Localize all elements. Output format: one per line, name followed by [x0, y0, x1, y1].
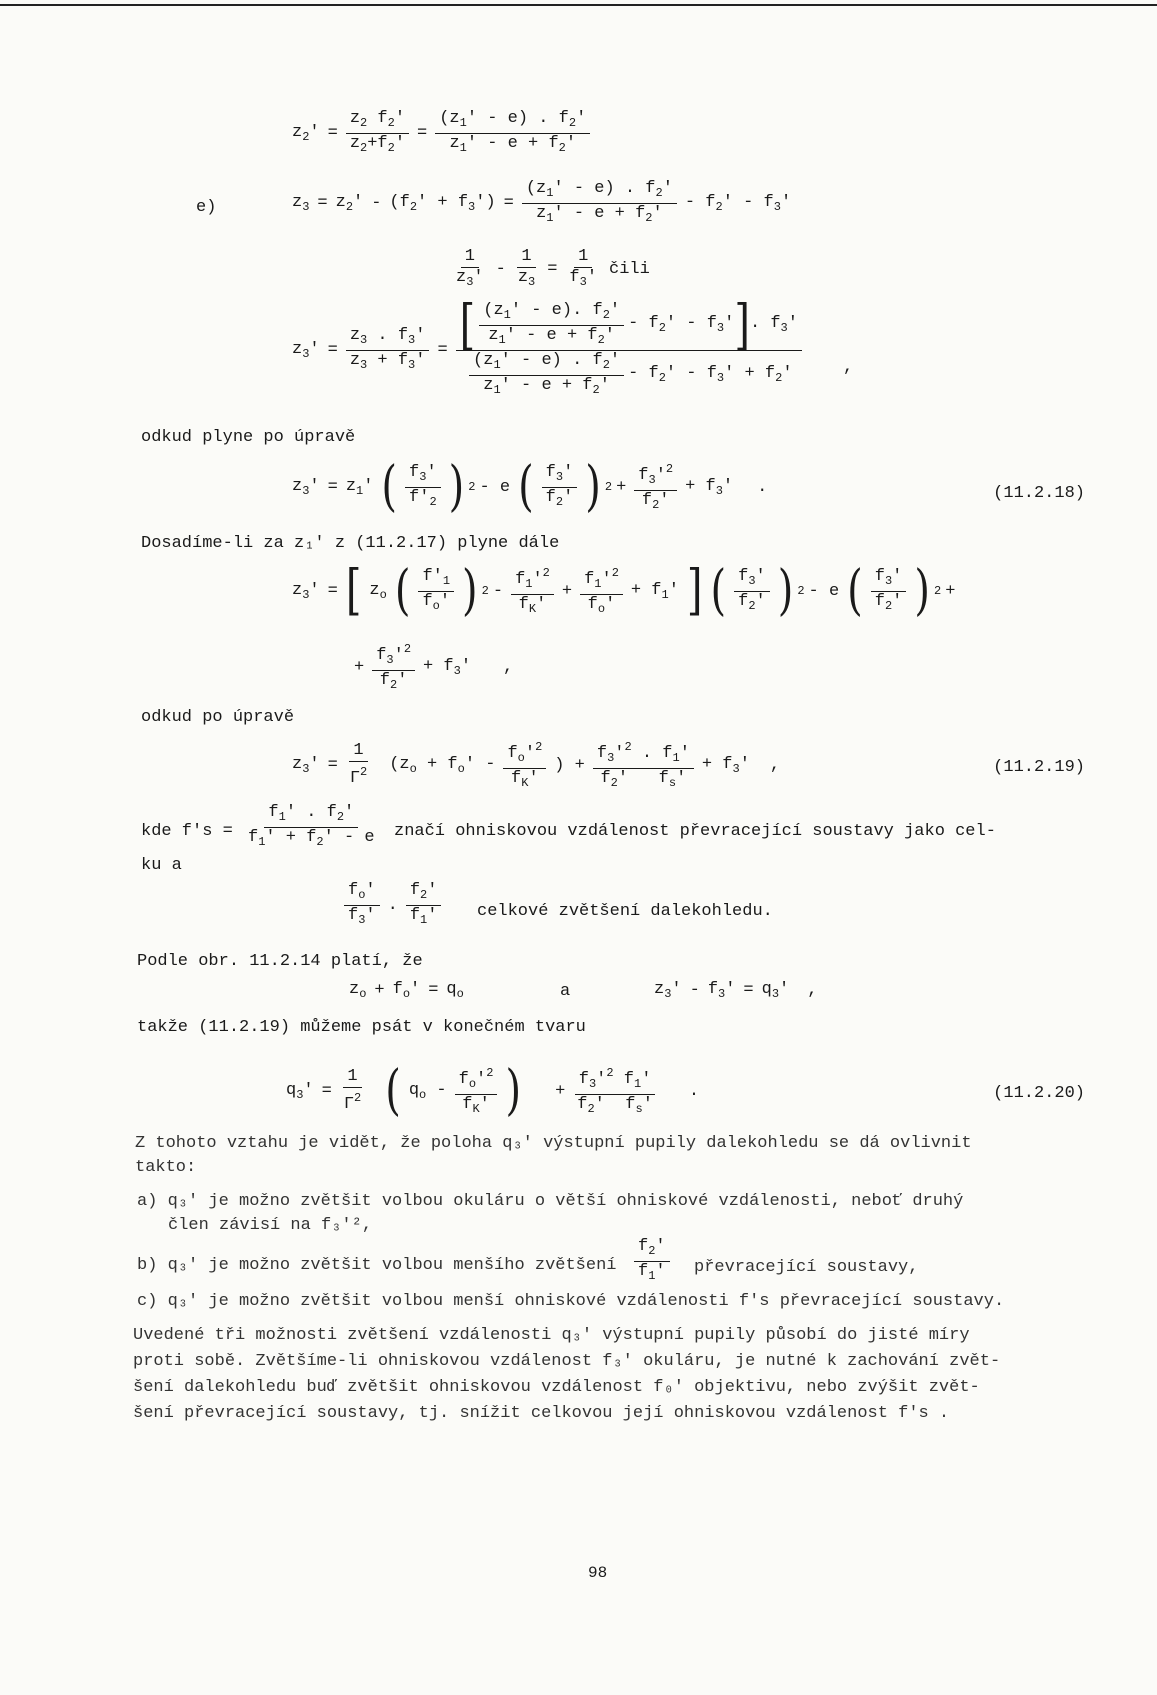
- equation-q3: $z_3'$ - $f_3'$ = $q_3'$ ,: [654, 980, 818, 1001]
- final-para-1: Uvedené tři možnosti zvětšení vzdálenosti q₃' výstupní pupily působí do jisté míry: [133, 1326, 970, 1345]
- list-item-b-prefix: b) q₃' je možno zvětšit volbou menšího zvětšení: [137, 1256, 617, 1275]
- text-znaci: značí ohniskovou vzdálenost převracející soustavy jako cel-: [394, 822, 996, 841]
- text-z-tohoto-2: takto:: [135, 1158, 197, 1177]
- list-item-a-1: a) q₃' je možno zvětšit volbou okuláru o větší ohniskové vzdálenosti, neboť druhý: [137, 1192, 964, 1211]
- text-z-tohoto-1: Z tohoto vztahu je vidět, že poloha q₃' výstupní pupily dalekohledu se dá ovlivnit: [135, 1134, 972, 1153]
- equation-11-2-20: $q_3'$ = $\frac{1}{\Gamma^2}$ ( $q_o$ - $\frac{f_o'^2}{f_K'}$ ) + $\frac{f_3'^2 f_1'}{f_2' f_s'}$ .: [286, 1059, 700, 1123]
- text-podle: Podle obr. 11.2.14 platí, že: [137, 952, 423, 971]
- text-takze: takže (11.2.19) můžeme psát v konečném tvaru: [137, 1018, 586, 1037]
- word-cili: čili: [609, 260, 650, 279]
- text-kde: kde f's =: [141, 822, 233, 841]
- equation-q0: $z_o$ + $f_o'$ = $q_o$: [349, 980, 464, 1001]
- final-para-4: šení převracející soustavy, tj. snížit celkovou její ohniskovou vzdálenost f's .: [133, 1404, 950, 1423]
- equation-fs: $\frac{f_1' . f_2'}{f_1' + f_2' - e}$: [248, 803, 375, 849]
- equation-z3: $z_3$ = $z_2'$ - $(f_2' + f_3')$ = $\frac{(z_1' - e) . f_2'}{z_1' - e + f_2'}$ - $f_2' - f_3'$: [292, 179, 792, 225]
- text-dosadime: Dosadíme-li za z₁' z (11.2.17) plyne dále: [141, 534, 560, 553]
- list-item-c: c) q₃' je možno zvětšit volbou menší ohniskové vzdálenosti f's převracející soustavy.: [137, 1292, 1005, 1311]
- equation-number-18: (11.2.18): [993, 484, 1085, 503]
- list-item-b-suffix: převracející soustavy,: [694, 1258, 919, 1277]
- list-item-a-2: člen závisí na f₃'²,: [168, 1216, 373, 1235]
- equation-substitution-cont: + $\frac{f_3'^2}{f_2'}$ + $f_3'$ ,: [354, 642, 514, 692]
- equation-magnification: $\frac{f_o'}{f_3'}$ . $\frac{f_2'}{f_1'}$: [340, 882, 445, 929]
- equation-11-2-18: $z_3'$ = $z_1'$ ( $\frac{f_3'}{f'_2}$ ) 2 - e ( $\frac{f_3'}{f_2'}$ ) 2 + $\frac{f_3'^2}{f_2'}$ + $f_3'$ .: [292, 455, 768, 519]
- equation-number-19: (11.2.19): [993, 758, 1085, 777]
- top-rule: [0, 4, 1157, 6]
- text-a: a: [560, 982, 571, 1001]
- equation-z2-prime: $z_2'$ = $\frac{z_2 f_2'}{z_2+f_2'}$ = $\frac{(z_1' - e) . f_2'}{z_1' - e + f_2'}$: [288, 110, 594, 157]
- equation-11-2-19: $z_3'$ = $\frac{1}{\Gamma^2}$ ($z_o + f_o'$ - $\frac{f_o'^2}{f_K'}$ ) + $\frac{f_3'^2 . f_1'}{f_2' f_s'}$ + $f_3'$ ,: [292, 740, 781, 790]
- equation-lens-formula: $\frac{1}{z_3'}$ - $\frac{1}{z_3}$ = $\frac{1}{f_3'}$ čili: [456, 247, 650, 289]
- equation-number-20: (11.2.20): [993, 1084, 1085, 1103]
- final-para-2: proti sobě. Zvětšíme-li ohniskovou vzdálenost f₃' okuláru, je nutné k zachování zvět-: [133, 1352, 1001, 1371]
- comma: ,: [843, 358, 854, 377]
- text-odkud-plyne: odkud plyne po úpravě: [141, 428, 356, 447]
- text-celkove: celkové zvětšení dalekohledu.: [477, 902, 773, 921]
- label-e: e): [196, 198, 217, 217]
- text-odkud-po: odkud po úpravě: [141, 708, 295, 727]
- equation-substitution: $z_3'$ = [ $z_o$ ( $\frac{f'_1}{f_o'}$ ) 2 - $\frac{f_1'^2}{f_K'}$ + $\frac{f_1'^2}{f_o'}$ + $f_1'$ ] ( $\frac{f_3'}{f_2'}$ ) 2 - e ( $\frac{f_3'}{f_2'}$ ) 2 +: [292, 559, 956, 623]
- text-ku-a: ku a: [141, 856, 182, 875]
- final-para-3: šení dalekohledu buď zvětšit ohniskovou vzdálenost f₀' objektivu, nebo zvýšit zvět-: [133, 1378, 980, 1397]
- equation-z3-prime-big: $z_3'$ = $\frac{z_3 . f_3'}{z_3 + f_3'}$ = [ $\frac{(z_1' - e). f_2'}{z_1' - e + f_2'}$ - $f_2' - f_3'$ ] . $f_3'$ $\frac{(z_1' - e) . f_2'}{z_1' - e + f_2'}$ - $f_2' - f_3' + f_2'$: [288, 302, 806, 399]
- page-number: 98: [588, 1564, 608, 1582]
- equation-ratio-f2-f1: $\frac{f_2'}{f_1'}$: [630, 1238, 674, 1285]
